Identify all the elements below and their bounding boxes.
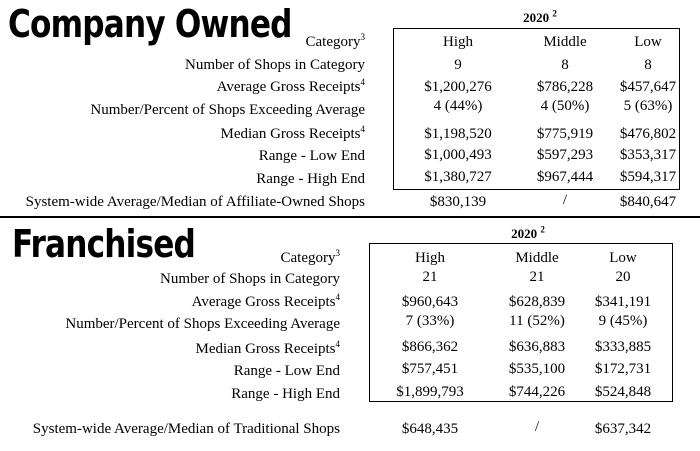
company-year-header xyxy=(480,10,600,26)
franchised-cell: $341,191 xyxy=(594,294,652,310)
franchised-cell: $636,883 xyxy=(508,339,566,355)
company-row-label: Median Gross Receipts$^4$ xyxy=(220,124,365,142)
company-system-cell: / xyxy=(562,192,568,208)
company-cell: $1,200,276 xyxy=(424,79,492,95)
franchised-col-middle: Middle xyxy=(515,250,559,266)
company-cell: $353,317 xyxy=(619,147,677,163)
franchised-row-label: Number of Shops in Category xyxy=(160,271,340,287)
company-cell: $1,380,727 xyxy=(424,169,492,185)
company-year-note: 2 xyxy=(552,8,557,19)
franchised-cell: $172,731 xyxy=(594,361,652,377)
franchised-cell: $1,899,793 xyxy=(396,384,464,400)
company-cell: 4 (44%) xyxy=(433,98,483,114)
company-cell: 5 (63%) xyxy=(623,98,673,114)
franchised-cell: $757,451 xyxy=(401,361,459,377)
company-col-middle: Middle xyxy=(543,34,587,50)
franchised-col-high: High xyxy=(415,250,445,266)
company-system-cell: $840,647 xyxy=(619,194,677,210)
franchised-heading: Franchised xyxy=(12,222,196,266)
franchised-category-label: Category$^3$ xyxy=(280,248,340,266)
franchised-row-label: Range - Low End xyxy=(233,363,340,379)
company-cell: $476,802 xyxy=(619,126,677,142)
company-year: 2020 xyxy=(523,10,550,25)
franchised-system-cell: / xyxy=(534,419,540,435)
franchised-cell: $866,362 xyxy=(401,339,459,355)
company-col-low: Low xyxy=(634,34,662,50)
company-cell: $597,293 xyxy=(536,147,594,163)
company-row-label: Number/Percent of Shops Exceeding Average xyxy=(90,102,365,118)
company-cell: $967,444 xyxy=(536,169,594,185)
company-cell: $457,647 xyxy=(619,79,677,95)
franchised-cell: 20 xyxy=(615,269,631,285)
franchised-row-label: Average Gross Receipts$^4$ xyxy=(191,292,340,310)
company-row-label: Range - High End xyxy=(256,171,365,187)
franchised-system-cell: $637,342 xyxy=(594,421,652,437)
company-system-cell: $830,139 xyxy=(429,194,487,210)
company-row-label: Average Gross Receipts$^4$ xyxy=(216,77,365,95)
franchised-cell: 9 (45%) xyxy=(598,313,648,329)
company-cell: 9 xyxy=(454,57,462,73)
company-owned-heading: Company Owned xyxy=(8,2,292,46)
franchised-cell: $960,643 xyxy=(401,294,459,310)
franchised-year-header xyxy=(468,226,588,242)
company-cell: 8 xyxy=(561,57,569,73)
franchised-row-label: Number/Percent of Shops Exceeding Average xyxy=(65,316,340,332)
franchised-cell: $628,839 xyxy=(508,294,566,310)
franchised-cell: $535,100 xyxy=(508,361,566,377)
company-col-high: High xyxy=(443,34,473,50)
company-cell: 4 (50%) xyxy=(540,98,590,114)
franchised-cell: $333,885 xyxy=(594,339,652,355)
section-divider xyxy=(0,216,700,218)
franchised-cell: $744,226 xyxy=(508,384,566,400)
franchised-row-label: Median Gross Receipts$^4$ xyxy=(195,339,340,357)
company-row-label: Range - Low End xyxy=(258,148,365,164)
franchised-row-label: Range - High End xyxy=(231,386,340,402)
company-cell: $775,919 xyxy=(536,126,594,142)
company-category-label: Category$^3$ xyxy=(305,32,365,50)
company-cell: 8 xyxy=(644,57,652,73)
company-system-label: System-wide Average/Median of Affiliate-Owned Shops xyxy=(25,194,365,210)
franchised-year-note: 2 xyxy=(540,224,545,235)
company-cell: $786,228 xyxy=(536,79,594,95)
company-cell: $594,317 xyxy=(619,169,677,185)
company-row-label: Number of Shops in Category xyxy=(185,57,365,73)
franchised-cell: 21 xyxy=(529,269,545,285)
franchised-year: 2020 xyxy=(511,226,538,241)
company-cell: $1,198,520 xyxy=(424,126,492,142)
franchised-system-label: System-wide Average/Median of Traditional Shops xyxy=(32,421,340,437)
company-cell: $1,000,493 xyxy=(424,147,492,163)
franchised-col-low: Low xyxy=(609,250,637,266)
franchised-cell: $524,848 xyxy=(594,384,652,400)
franchised-system-cell: $648,435 xyxy=(401,421,459,437)
franchised-cell: 11 (52%) xyxy=(509,313,565,329)
franchised-cell: 21 xyxy=(422,269,438,285)
franchised-cell: 7 (33%) xyxy=(405,313,455,329)
